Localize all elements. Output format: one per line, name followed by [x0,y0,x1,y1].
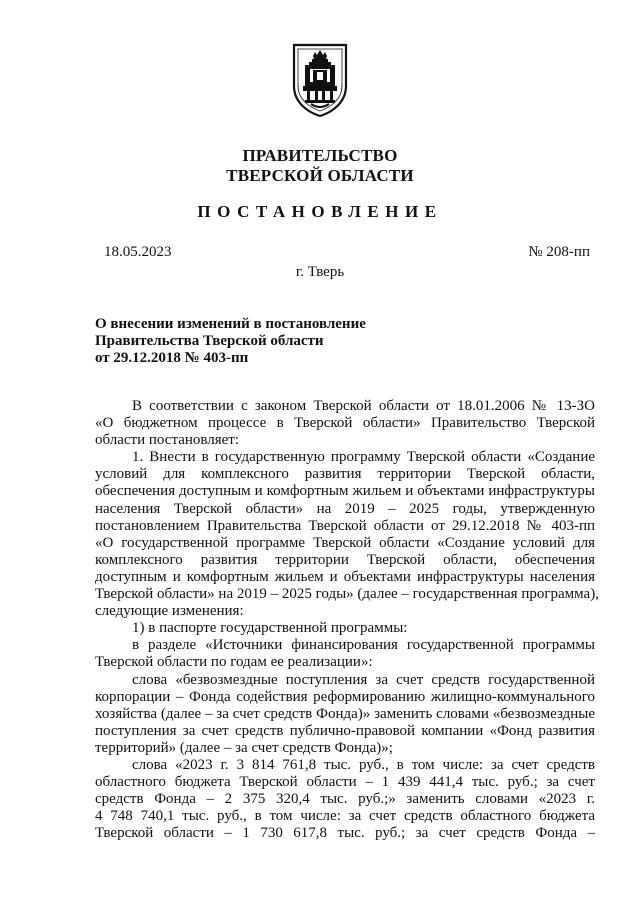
body-line: поступления за счет средств публично-правовой компании «Фонд развития [95,722,595,739]
body-line: территорий» (далее – за счет средств Фонда)»; [95,739,393,756]
document-body [95,398,599,842]
body-line: обеспечения доступным и комфортным жильем и объектами инфраструктуры [95,483,595,500]
body-line: условий для комплексного развития территории Тверской области, [95,466,595,483]
body-line: Тверской области по годам ее реализации»: [95,654,373,671]
body-line: комплексного развития территории Тверской области, обеспечения [95,551,595,568]
body-line: Тверской области – 1 730 617,8 тыс. руб.; за счет средств Фонда – [95,825,595,842]
subject-line: от 29.12.2018 № 403-пп [95,350,249,366]
body-line: населения Тверской области» на 2019 – 2025 годы, утвержденную [95,500,595,517]
body-line: постановлением Правительства Тверской области от 29.12.2018 № 403-пп [95,517,595,534]
body-line: областного бюджета Тверской области – 1 439 441,4 тыс. руб.; за счет [95,774,595,791]
body-line: хозяйства (далее – за счет средств Фонда)» заменить словами «безвозмездные [95,705,595,722]
body-line: доступным и комфортным жильем и объектами инфраструктуры населения [95,568,595,585]
document-type: ПОСТАНОВЛЕНИЕ [197,202,443,221]
body-line: 1. Внести в государственную программу Тверской области «Создание [132,449,595,466]
coat-of-arms-icon [291,42,349,118]
body-line: слова «безвозмездные поступления за счет средств государственной [132,671,595,688]
organization-region: ТВЕРСКОЙ ОБЛАСТИ [226,166,414,185]
body-line: в разделе «Источники финансирования государственной программы [132,637,595,654]
document-date: 18.05.2023 [104,244,172,260]
subject-line: Правительства Тверской области [95,333,324,349]
document-subject [95,316,366,367]
organization-title: ПРАВИТЕЛЬСТВО [242,146,398,165]
body-line: следующие изменения: [95,603,244,620]
document-number: № 208-пп [528,244,590,260]
body-line: средств Фонда – 2 375 320,4 тыс. руб.;» заменить словами «2023 г. [95,791,595,808]
document-city: г. Тверь [295,264,345,280]
body-line: «О государственной программе Тверской области «Создание условий для [95,534,595,551]
body-line: «О бюджетном процессе в Тверской области» Правительство Тверской [95,415,595,432]
body-line: области постановляет: [95,432,240,449]
body-line: корпорации – Фонда содействия реформированию жилищно-коммунального [95,688,595,705]
body-line: Тверской области» на 2019 – 2025 годы» (далее – государственная программа), [95,586,599,603]
body-line: слова «2023 г. 3 814 761,8 тыс. руб., в том числе: за счет средств [132,756,595,773]
subject-line: О внесении изменений в постановление [95,316,366,332]
body-line: 1) в паспорте государственной программы: [132,620,408,637]
body-line: В соответствии с законом Тверской области от 18.01.2006 № 13-ЗО [132,398,595,414]
body-line: 4 748 740,1 тыс. руб., в том числе: за счет средств областного бюджета [95,808,595,825]
